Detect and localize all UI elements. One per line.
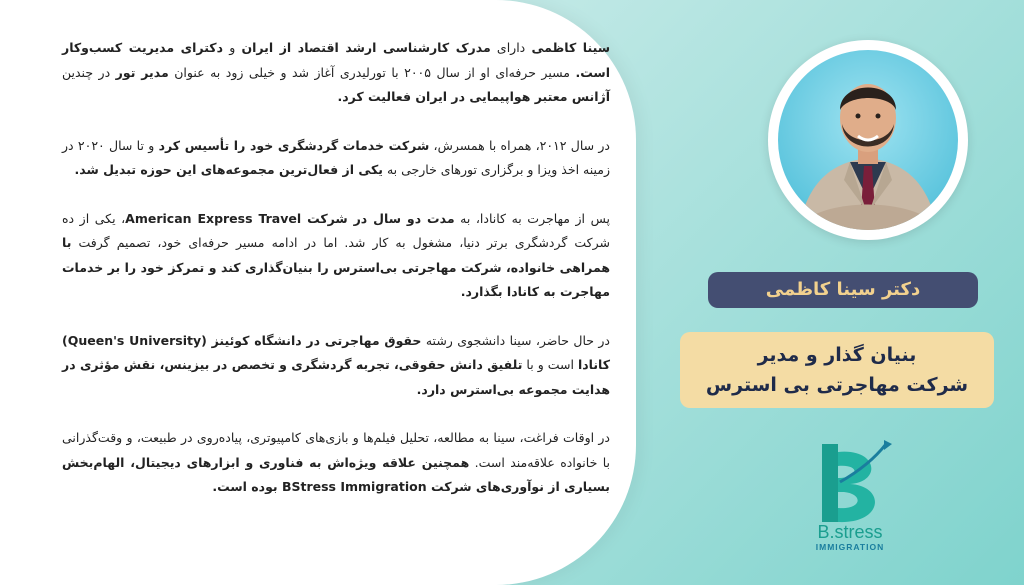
bio-bold-run: مدیر تور: [115, 64, 169, 80]
bio-bold-run: مدت دو سال در شرکت American Express Travel: [125, 210, 455, 226]
bio-text-run: مسیر حرفه‌ای او از سال ۲۰۰۵ با تورلیدری آغاز شد و خیلی زود به عنوان: [168, 64, 576, 80]
bio-text-run: در اوقات فراغت، سینا به مطالعه، تحلیل فیلم‌ها و بازی‌های کامپیوتری، پیاده‌روی در طبیعت، و وقت‌گذرانی با خانواده علاقه‌مند است.: [62, 430, 610, 470]
bio-text-run: ، یکی از ده شرکت گردشگری برتر دنیا، مشغول به کار شد. اما در ادامه مسیر حرفه‌ای خود، تصمیم گرفت: [62, 210, 610, 250]
bio-text-run: در سال ۲۰۱۲، همراه با همسرش،: [429, 137, 611, 153]
bio-text-run: پس از مهاجرت به کانادا، به: [454, 210, 611, 226]
bio-bold-run: حقوق مهاجرتی در دانشگاه کوئینز (Queen's University) کانادا: [62, 332, 610, 372]
role-line-1: بنیان گذار و مدیر: [757, 344, 917, 366]
bio-text-run: است و با: [522, 357, 578, 372]
bio-bold-run: یکی از فعال‌ترین مجموعه‌های این حوزه تبدیل شد.: [74, 162, 383, 177]
role-badge: [680, 332, 994, 408]
bio-bold-run: تلفیق دانش حقوقی، تجربه گردشگری و تخصص در بیزینس، نقش مؤثری در هدایت مجموعه بی‌استرس دارد.: [62, 357, 610, 397]
bio-bold-run: با همراهی خانواده، شرکت مهاجرتی بی‌استرس را بنیان‌گذاری کند و تمرکز خود را بر خدمات مهاجرت به کانادا بگذارد.: [62, 235, 610, 299]
bio-bold-run: دکترای مدیریت کسب‌وکار: [62, 40, 223, 55]
bio-bold-run: شرکت خدمات گردشگری خود را تأسیس کرد: [158, 137, 430, 153]
bio-paragraph-1: [62, 36, 610, 110]
bio-bold-run: است.: [575, 64, 611, 80]
portrait-photo: [778, 50, 958, 230]
bio-bold-run: آژانس معتبر هواپیمایی در ایران فعالیت کرد.: [337, 89, 610, 104]
logo-subtitle: IMMIGRATION: [815, 542, 885, 552]
bio-text: [62, 36, 610, 524]
bio-name: سینا کاظمی: [531, 40, 610, 55]
bio-bold-run: مدرک کارشناسی ارشد اقتصاد از ایران: [241, 40, 491, 55]
name-badge: [708, 272, 978, 308]
logo-brand-text: B.stress: [817, 522, 883, 542]
bio-text-run: و: [222, 40, 242, 55]
bio-paragraph-3: [62, 207, 610, 305]
bio-text-run: دارای: [490, 40, 532, 55]
person-name: دکتر سینا کاظمی: [765, 279, 921, 300]
bio-paragraph-5: [62, 426, 610, 500]
portrait-illustration: [778, 50, 958, 230]
bio-bold-run: همچنین علاقه ویژه‌اش به فناوری و ابزارهای دیجیتال، الهام‌بخش بسیاری از نوآوری‌های شرکت BStress Immigration بوده است.: [62, 454, 610, 494]
role-line-2: شرکت مهاجرتی بی استرس: [705, 374, 969, 396]
bio-text-run: در حال حاضر، سینا دانشجوی رشته: [421, 332, 610, 348]
bio-paragraph-4: [62, 329, 610, 403]
bio-text-run: در چندین: [62, 64, 116, 80]
bio-text-run: و تا سال ۲۰۲۰ در زمینه اخذ ویزا و برگزاری تورهای خارجی به: [62, 137, 610, 177]
bio-paragraph-2: [62, 134, 610, 183]
